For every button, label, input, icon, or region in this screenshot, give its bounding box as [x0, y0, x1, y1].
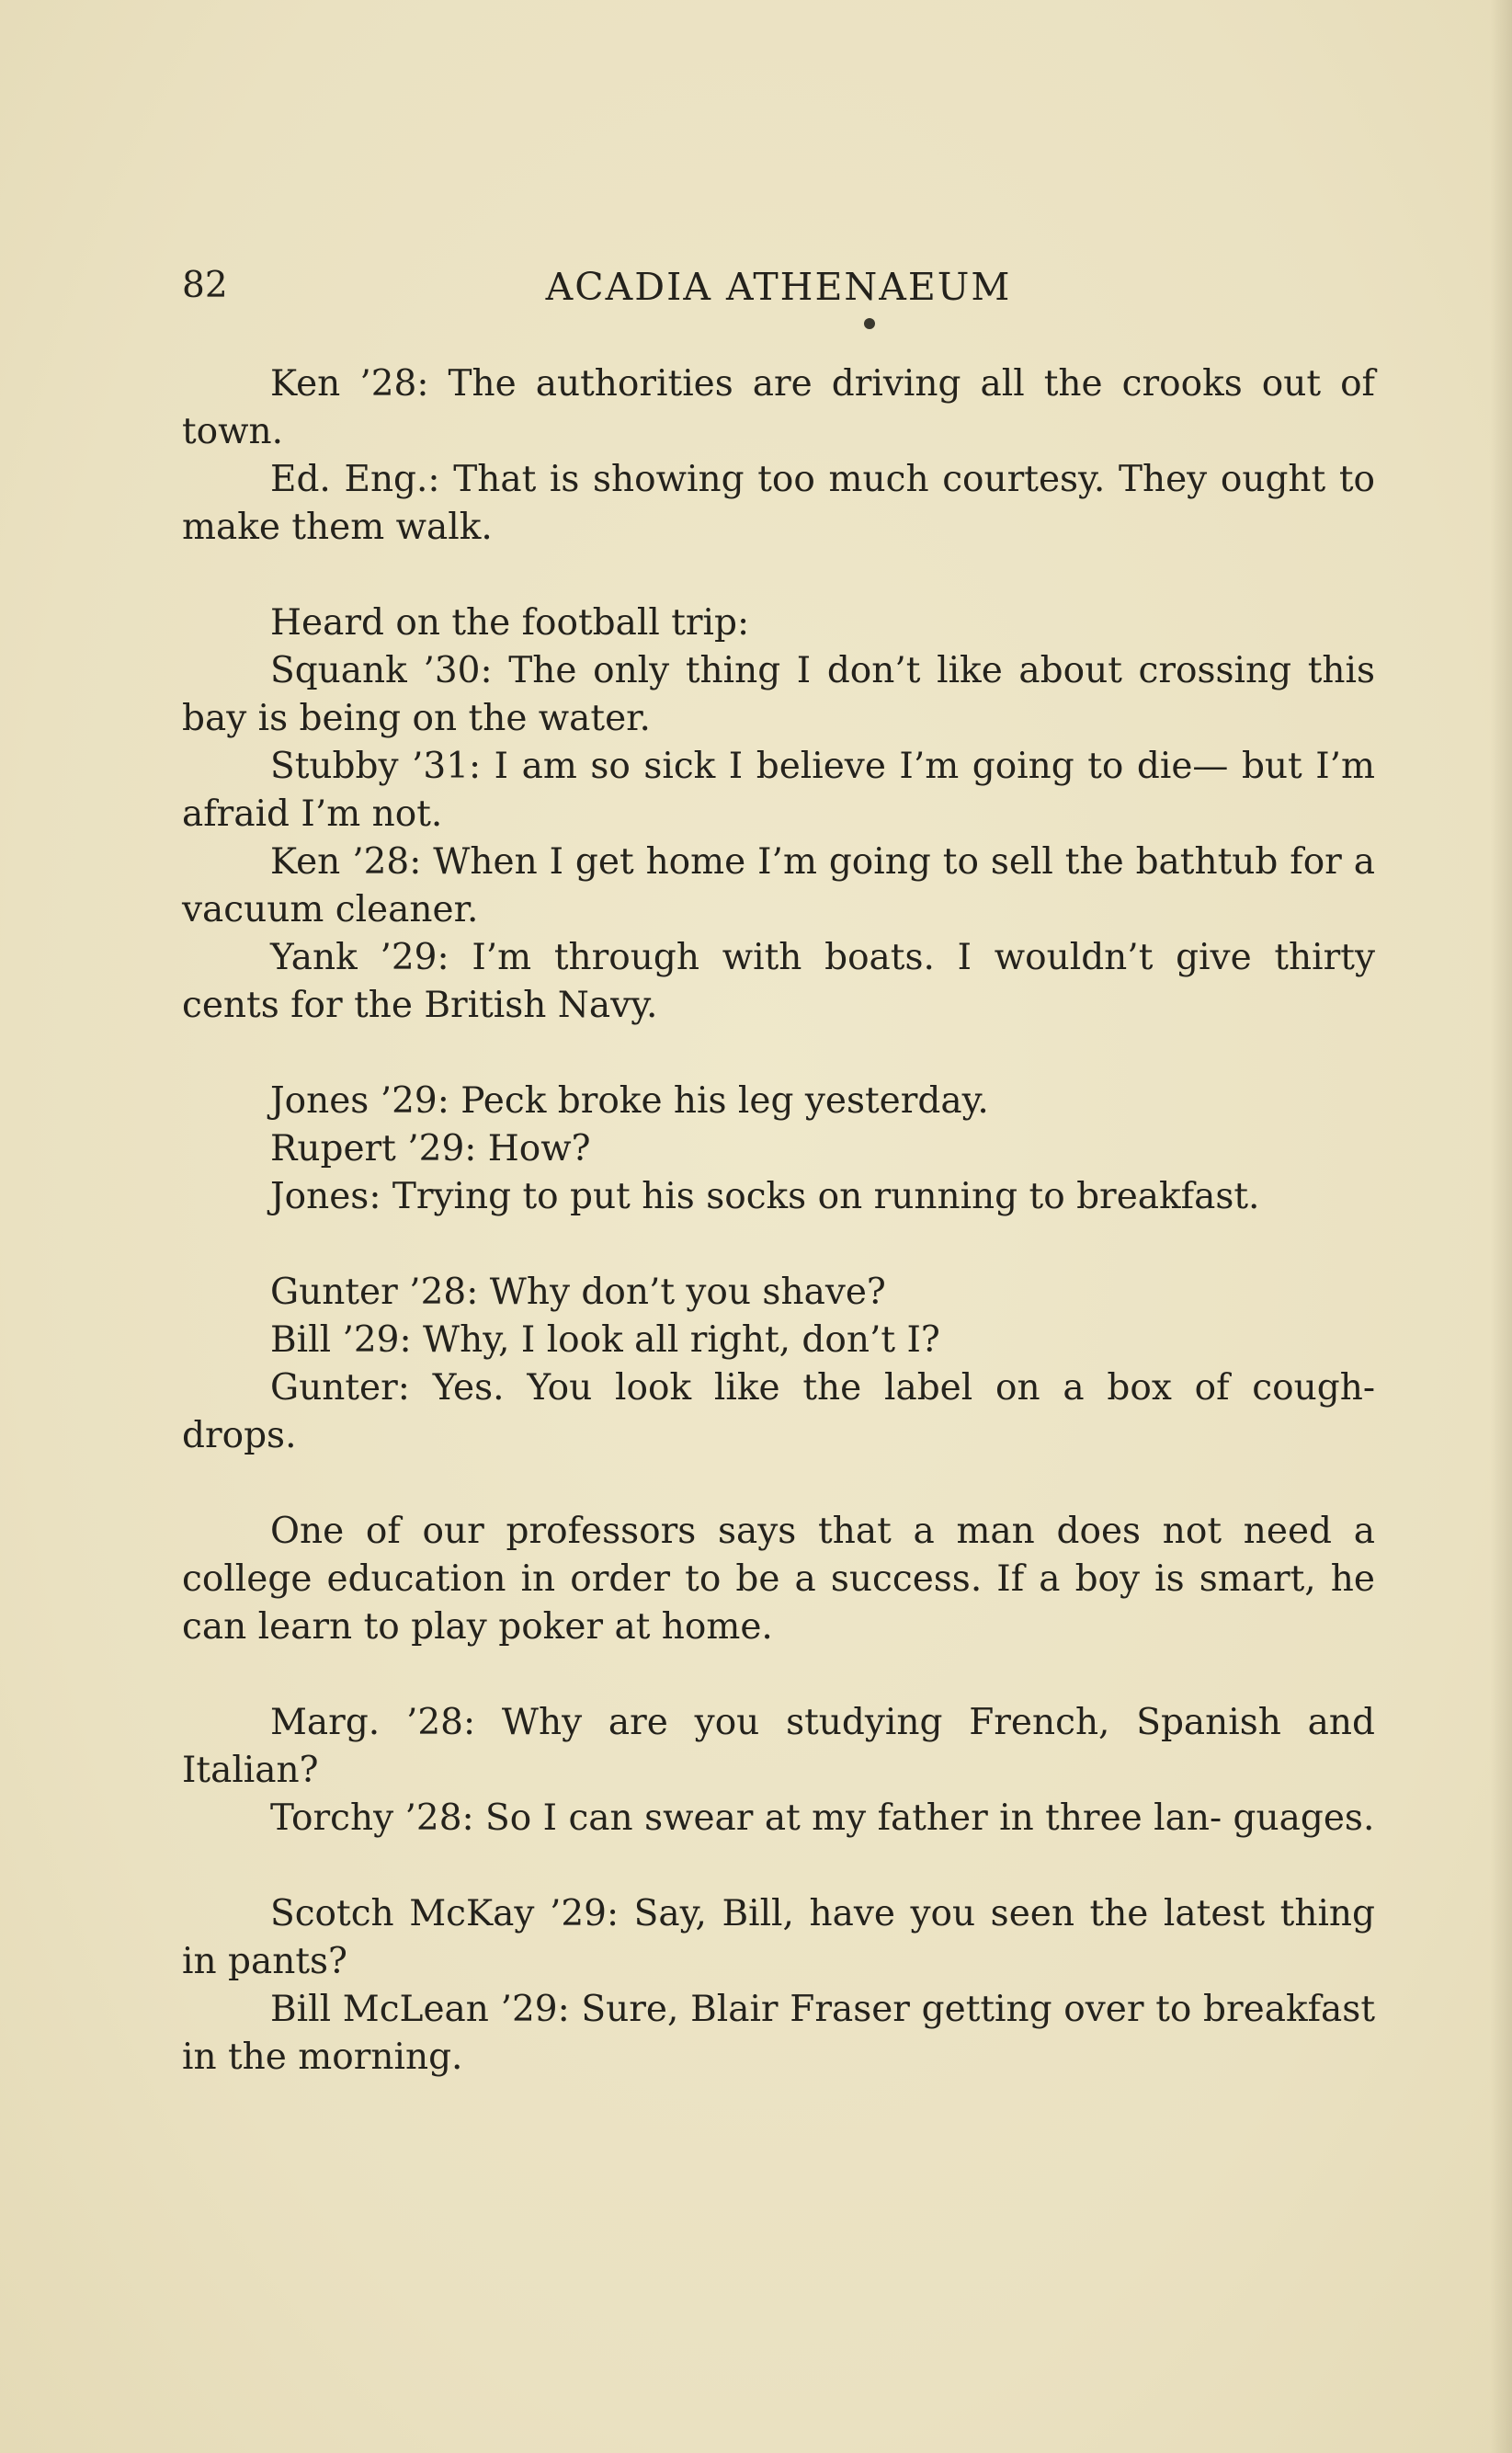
- paragraph: Gunter: Yes. You look like the label on a box of cough- drops.: [182, 1367, 1375, 1456]
- paragraph: Squank ’30: The only thing I don’t like about crossing this bay is being on the water.: [182, 650, 1375, 739]
- page-number: 82: [182, 265, 228, 306]
- paragraph: One of our professors says that a man does not need a college education in order to be a success. If a boy is smart, he can learn to play poker at home.: [182, 1511, 1375, 1648]
- paragraph: Ken ’28: The authorities are driving all the crooks out of town.: [182, 363, 1375, 452]
- page-header: [182, 250, 1375, 309]
- paragraph: Marg. ’28: Why are you studying French, Spanish and Italian?: [182, 1702, 1375, 1791]
- text-block: [182, 250, 1375, 2078]
- paragraph: Yank ’29: I’m through with boats. I wouldn’t give thirty cents for the British Navy.: [182, 937, 1375, 1026]
- paragraph: Ed. Eng.: That is showing too much courtesy. They ought to make them walk.: [182, 459, 1375, 548]
- running-title: ACADIA ATHENAEUM: [545, 265, 1012, 309]
- paragraph: Torchy ’28: So I can swear at my father in three lan- guages.: [270, 1797, 1375, 1839]
- paragraph: Bill ’29: Why, I look all right, don’t I?: [270, 1319, 940, 1361]
- body-text: [182, 360, 1375, 2082]
- paragraph: Gunter ’28: Why don’t you shave?: [270, 1272, 886, 1313]
- paragraph: Jones: Trying to put his socks on running to breakfast.: [270, 1176, 1260, 1217]
- paragraph: Jones ’29: Peck broke his leg yesterday.: [270, 1080, 989, 1122]
- paragraph: Rupert ’29: How?: [270, 1128, 591, 1169]
- paragraph: Ken ’28: When I get home I’m going to sell the bathtub for a vacuum cleaner.: [182, 841, 1375, 930]
- page-edge-shadow: [1490, 0, 1512, 2453]
- ornament-dot-icon: [864, 318, 875, 329]
- paragraph: Heard on the football trip:: [270, 602, 750, 644]
- paragraph: Bill McLean ’29: Sure, Blair Fraser getting over to breakfast in the morning.: [182, 1989, 1375, 2078]
- paragraph: Scotch McKay ’29: Say, Bill, have you seen the latest thing in pants?: [182, 1893, 1375, 1982]
- paragraph: Stubby ’31: I am so sick I believe I’m going to die— but I’m afraid I’m not.: [182, 746, 1375, 835]
